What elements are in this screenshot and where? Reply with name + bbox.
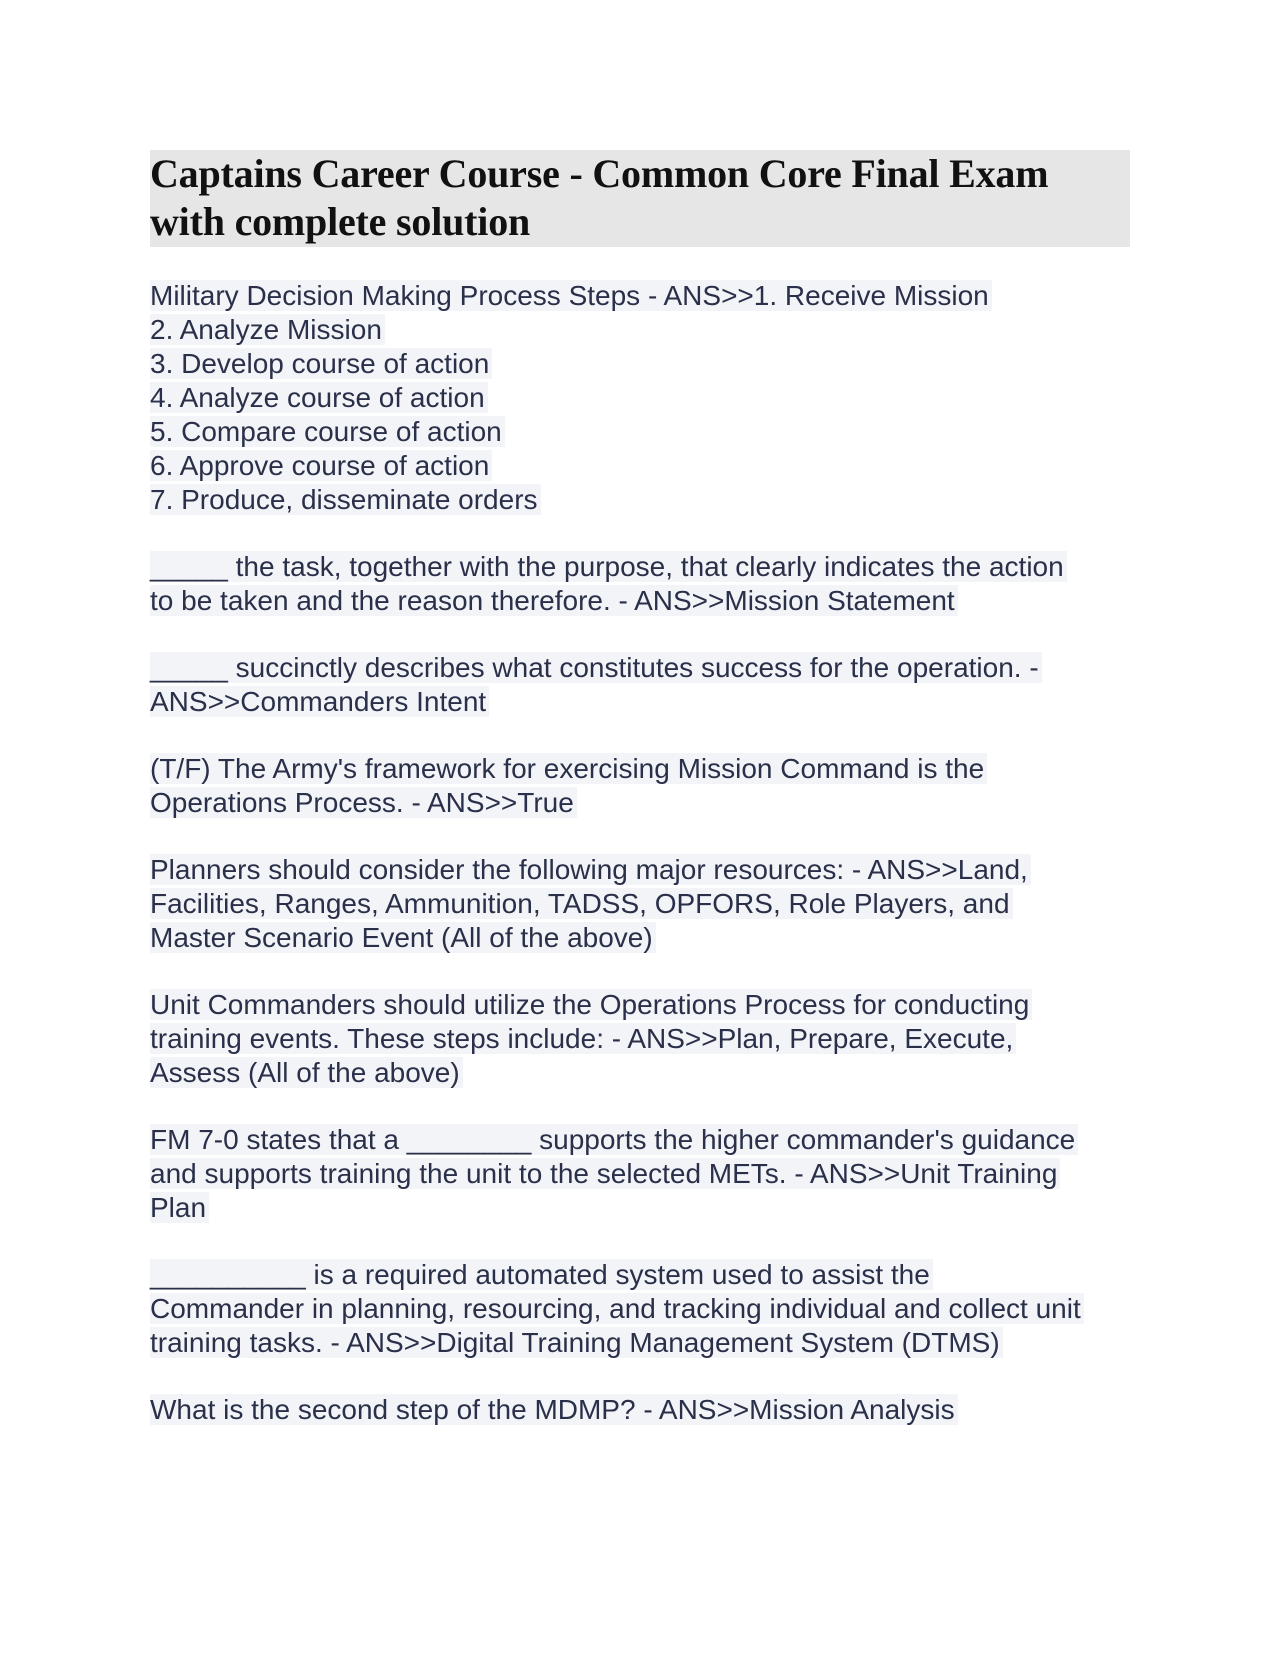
text-line: Commander in planning, resourcing, and tracking individual and collect unit [150, 1293, 1084, 1324]
qa-item-dtms [150, 1258, 1140, 1360]
qa-item-operations-process [150, 752, 1140, 820]
text-line: to be taken and the reason therefore. - ANS>>Mission Statement [150, 585, 958, 616]
text-line: Assess (All of the above) [150, 1057, 463, 1088]
text-line: Military Decision Making Process Steps - ANS>>1. Receive Mission [150, 280, 992, 311]
text-line: ANS>>Commanders Intent [150, 686, 489, 717]
text-line: 5. Compare course of action [150, 416, 505, 447]
text-line: __________ is a required automated system used to assist the [150, 1259, 933, 1290]
text-line: (T/F) The Army's framework for exercising Mission Command is the [150, 753, 987, 784]
text-line: training events. These steps include: - ANS>>Plan, Prepare, Execute, [150, 1023, 1016, 1054]
text-line: Unit Commanders should utilize the Operations Process for conducting [150, 989, 1032, 1020]
text-line: Facilities, Ranges, Ammunition, TADSS, OPFORS, Role Players, and [150, 888, 1013, 919]
text-line: 3. Develop course of action [150, 348, 492, 379]
text-line: Planners should consider the following major resources: - ANS>>Land, [150, 854, 1031, 885]
text-line: FM 7-0 states that a ________ supports the higher commander's guidance [150, 1124, 1078, 1155]
text-line: 2. Analyze Mission [150, 314, 385, 345]
text-line: _____ the task, together with the purpose, that clearly indicates the action [150, 551, 1067, 582]
qa-item-major-resources [150, 853, 1140, 955]
qa-list [150, 279, 1140, 1460]
document-title [150, 150, 1130, 247]
text-line: What is the second step of the MDMP? - ANS>>Mission Analysis [150, 1394, 958, 1425]
qa-item-unit-training-plan [150, 1123, 1140, 1225]
text-line: Master Scenario Event (All of the above) [150, 922, 656, 953]
qa-item-training-events [150, 988, 1140, 1090]
title-line: with complete solution [150, 199, 531, 244]
qa-item-mission-statement [150, 550, 1140, 618]
qa-item-mdmp-steps [150, 279, 1140, 517]
text-line: training tasks. - ANS>>Digital Training Management System (DTMS) [150, 1327, 1003, 1358]
text-line: Plan [150, 1192, 209, 1223]
text-line: Operations Process. - ANS>>True [150, 787, 577, 818]
text-line: and supports training the unit to the selected METs. - ANS>>Unit Training [150, 1158, 1060, 1189]
title-line: Captains Career Course - Common Core Final Exam [150, 151, 1049, 196]
text-line: 4. Analyze course of action [150, 382, 488, 413]
qa-item-commanders-intent [150, 651, 1140, 719]
text-line: _____ succinctly describes what constitutes success for the operation. - [150, 652, 1042, 683]
text-line: 6. Approve course of action [150, 450, 492, 481]
qa-item-mdmp-second-step [150, 1393, 1140, 1427]
text-line: 7. Produce, disseminate orders [150, 484, 541, 515]
